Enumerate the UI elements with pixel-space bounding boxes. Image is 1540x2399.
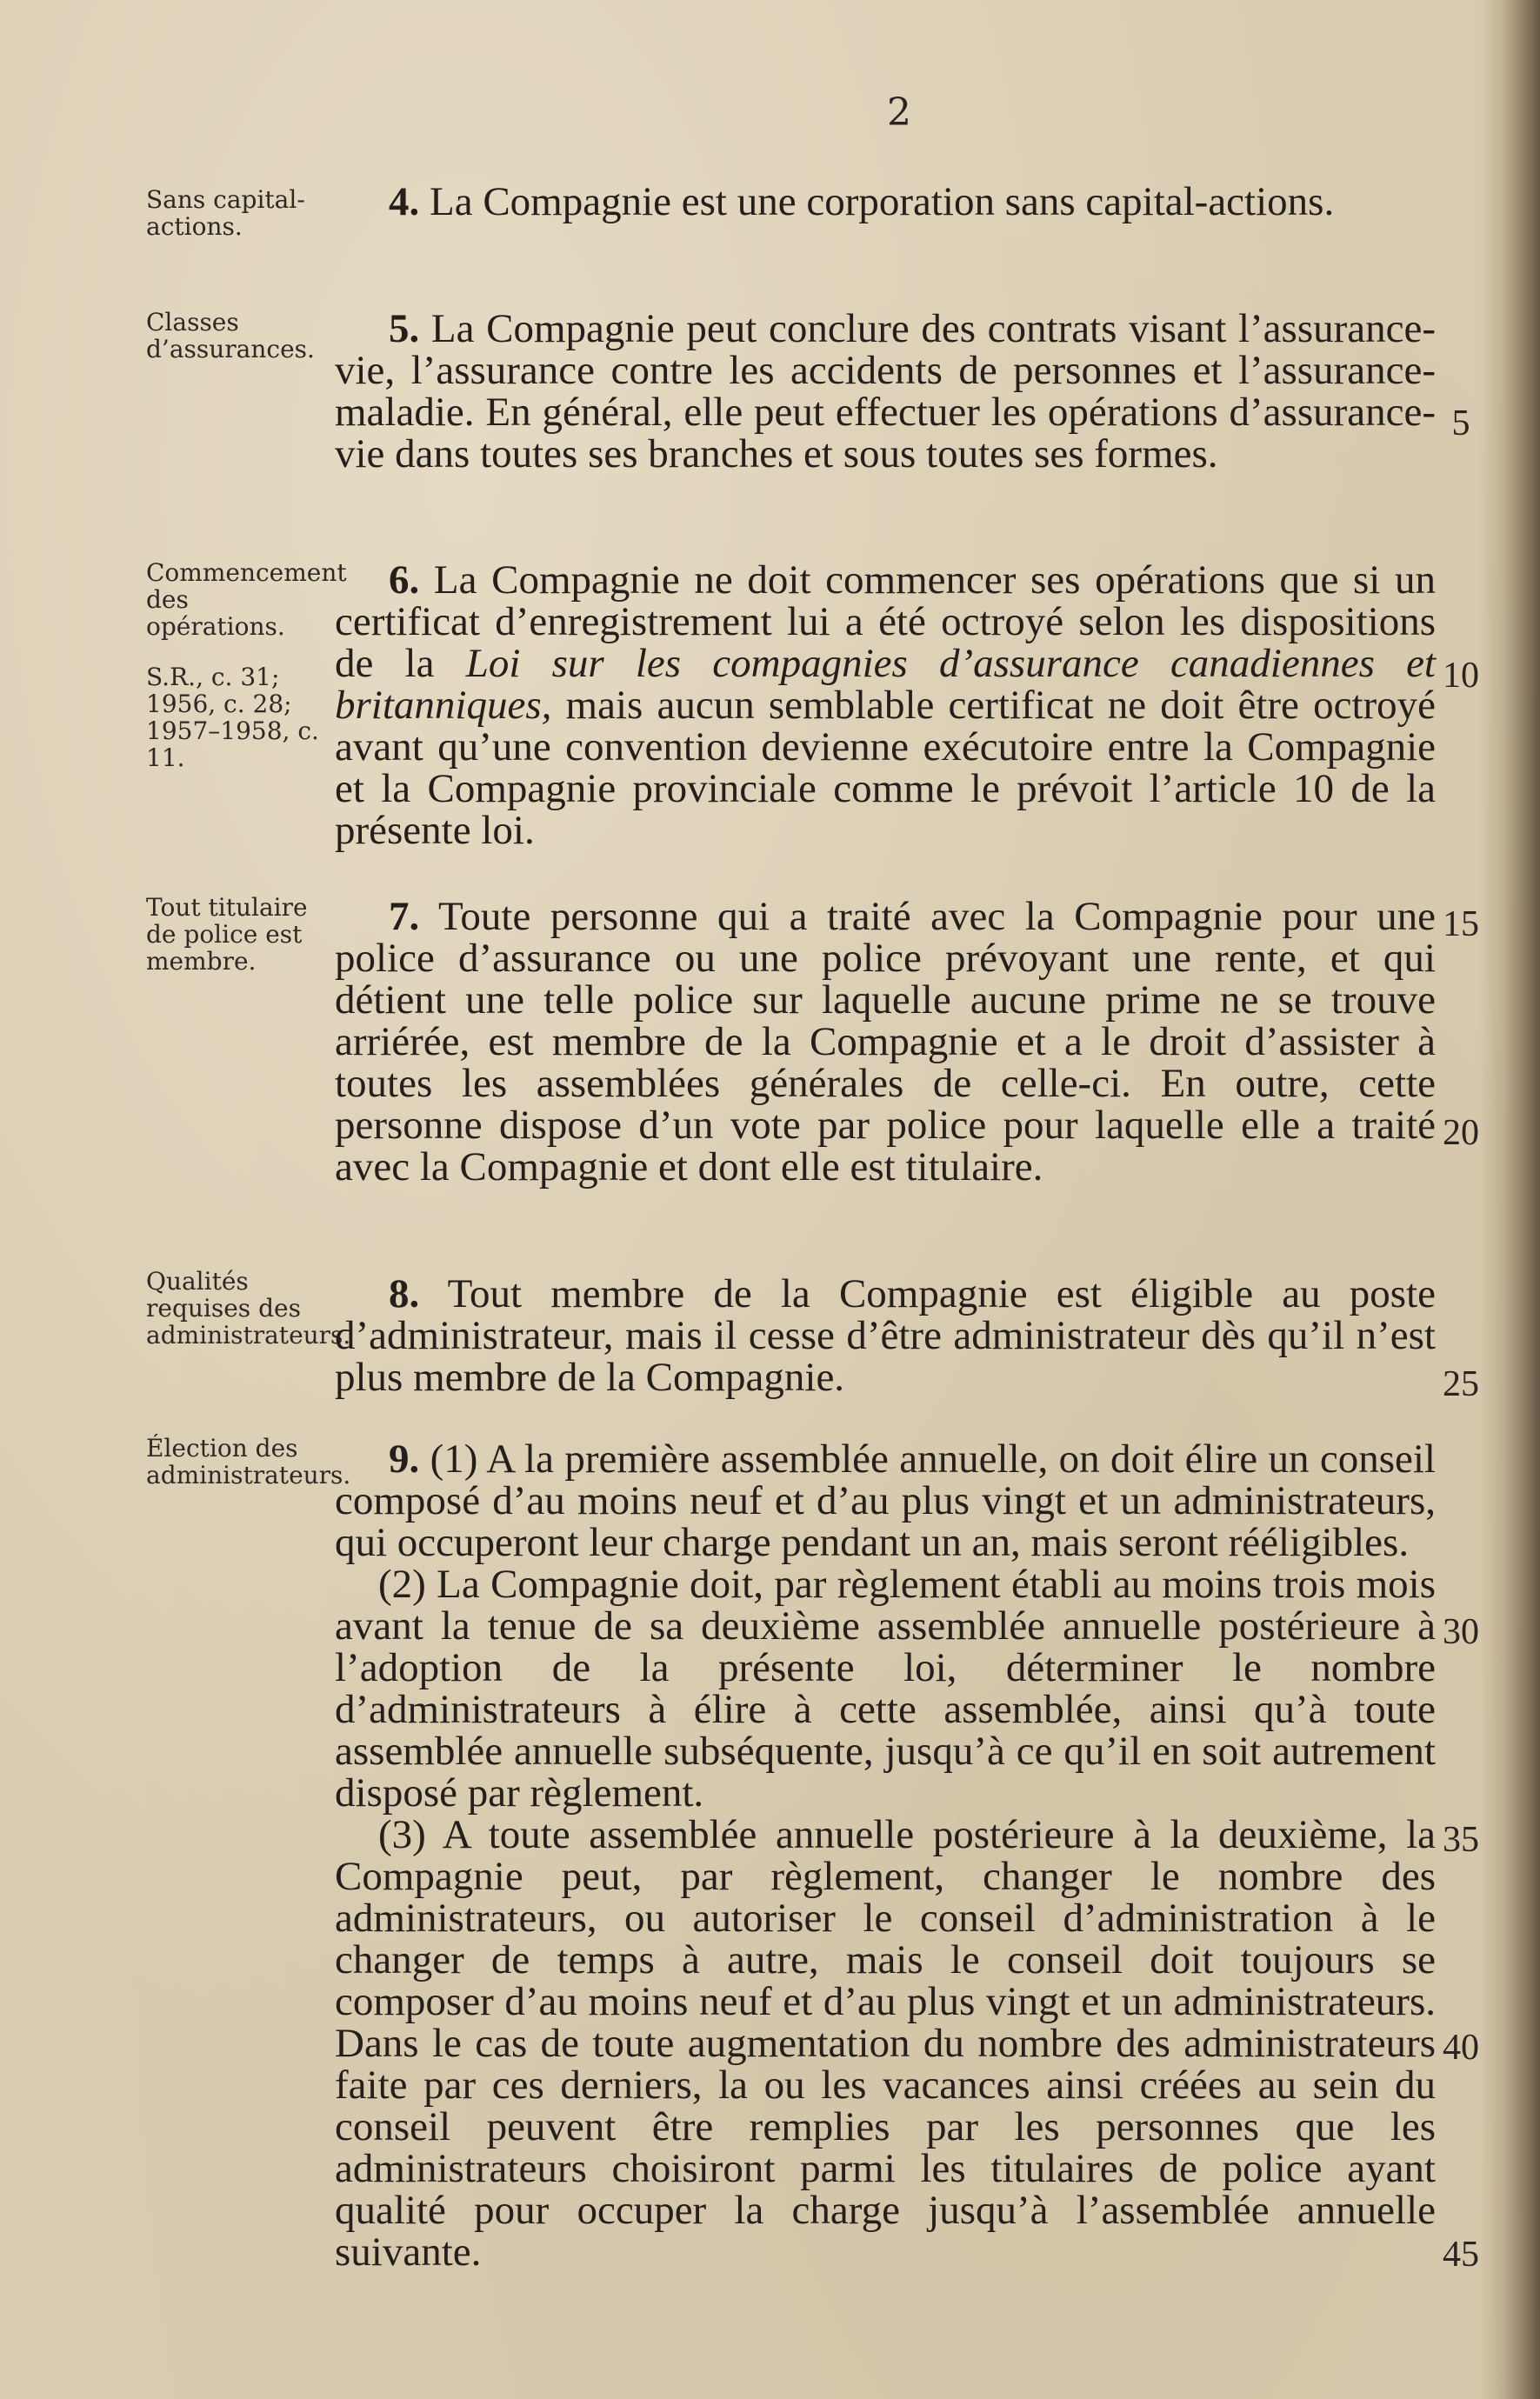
section-number: 4. [389,179,420,224]
section-5 [335,308,1436,475]
subsection-1 [335,1438,1436,1563]
section-9 [335,1438,1436,2273]
line-number: 10 [1443,656,1479,696]
section-text-before: La Compagnie ne doit commencer ses opérations que si un certificat d’enregistrement lui a été octroyé selon les dispositions de la [335,557,1436,686]
line-number: 5 [1451,403,1470,443]
margin-note-statute-reference: S.R., c. 31; 1956, c. 28; 1957–1958, c. 11. [146,663,319,772]
margin-note-election-administrateurs: Élection des administrateurs. [146,1434,351,1489]
page-number: 2 [887,90,911,135]
section-number: 7. [389,894,420,939]
line-number: 20 [1443,1113,1479,1153]
section-text: Tout membre de la Compagnie est éligible au poste d’administrateur, mais il cesse d’être administrateur dès qu’il n’est plus membre de la Compagnie. [335,1271,1436,1400]
section-text: La Compagnie est une corporation sans capital-actions. [430,179,1335,224]
line-number: 25 [1443,1364,1479,1404]
section-number: 8. [389,1271,420,1316]
subsection-3 [335,1814,1436,2273]
binding-shadow [1479,0,1540,2399]
margin-note-sans-capital: Sans capital-actions. [146,185,305,241]
section-text-after: mais aucun semblable certificat ne doit être octroyé avant qu’une convention devienne exécutoire entre la Compagnie et la Compagnie provinciale comme le prévoit l’article 10 de la présente loi. [335,683,1437,853]
margin-note-commencement: Commencement des opérations. [146,558,347,641]
section-6 [335,559,1436,851]
line-number: 35 [1443,1820,1479,1860]
subsection-text: (2) La Compagnie doit, par règlement établi au moins trois mois avant la tenue de sa deuxième assemblée annuelle postérieure à l’adoption de la présente loi, déterminer le nombre d’administrateurs à élire à cette assemblée, ainsi qu’à toute assemblée annuelle subséquente, jusqu’à ce qu’il en soit autrement disposé par règlement. [335,1562,1436,1816]
section-7 [335,896,1436,1188]
section-number: 9. [389,1436,420,1482]
line-number: 15 [1443,904,1479,944]
line-number: 40 [1443,2028,1479,2068]
section-number: 5. [389,306,420,351]
section-text: Toute personne qui a traité avec la Compagnie pour une police d’assurance ou une police prévoyant une rente, et qui détient une telle police sur laquelle aucune prime ne se trouve arriérée, est membre de la Compagnie et a le droit d’assister à toutes les assemblées générales de celle-ci. En outre, cette personne dispose d’un vote par police pour laquelle elle a traité avec la Compagnie et dont elle est titulaire. [335,894,1436,1190]
margin-note-classes-assurances: Classes d’assurances. [146,308,315,363]
line-number: 45 [1443,2235,1479,2275]
margin-note-qualites-administrateurs: Qualités requises des administrateurs. [146,1267,351,1349]
subsection-text: (3) A toute assemblée annuelle postérieure à la deuxième, la Compagnie peut, par règlement, changer le nombre des administrateurs, ou autoriser le conseil d’administration à le changer de temps à autre, mais le conseil doit toujours se composer d’au moins neuf et d’au plus vingt et un administrateurs. Dans le cas de toute augmentation du nombre des administrateurs faite par ces derniers, la ou les vacances ainsi créées au sein du conseil peuvent être remplies par les personnes que les administrateurs choisiront parmi les titulaires de police ayant qualité pour occuper la charge jusqu’à l’assemblée annuelle suivante. [335,1812,1436,2275]
section-text: La Compagnie peut conclure des contrats visant l’assurance-vie, l’assurance contre les accidents de personnes et l’assurance-maladie. En général, elle peut effectuer les opérations d’assurance-vie dans toutes ses branches et sous toutes ses formes. [335,306,1437,476]
margin-note-titulaire-membre: Tout titulaire de police est membre. [146,893,308,976]
subsection-2 [335,1563,1436,1814]
section-4 [335,181,1436,223]
section-8 [335,1273,1436,1398]
section-number: 6. [389,557,420,603]
line-number: 30 [1443,1612,1479,1652]
act-title: Loi sur les compagnies d’assurance canadiennes et britanniques, [335,641,1436,728]
subsection-text: (1) A la première assemblée annuelle, on doit élire un conseil composé d’au moins neuf et d’au plus vingt et un administrateurs, qui occuperont leur charge pendant un an, mais seront rééligibles. [335,1436,1436,1565]
